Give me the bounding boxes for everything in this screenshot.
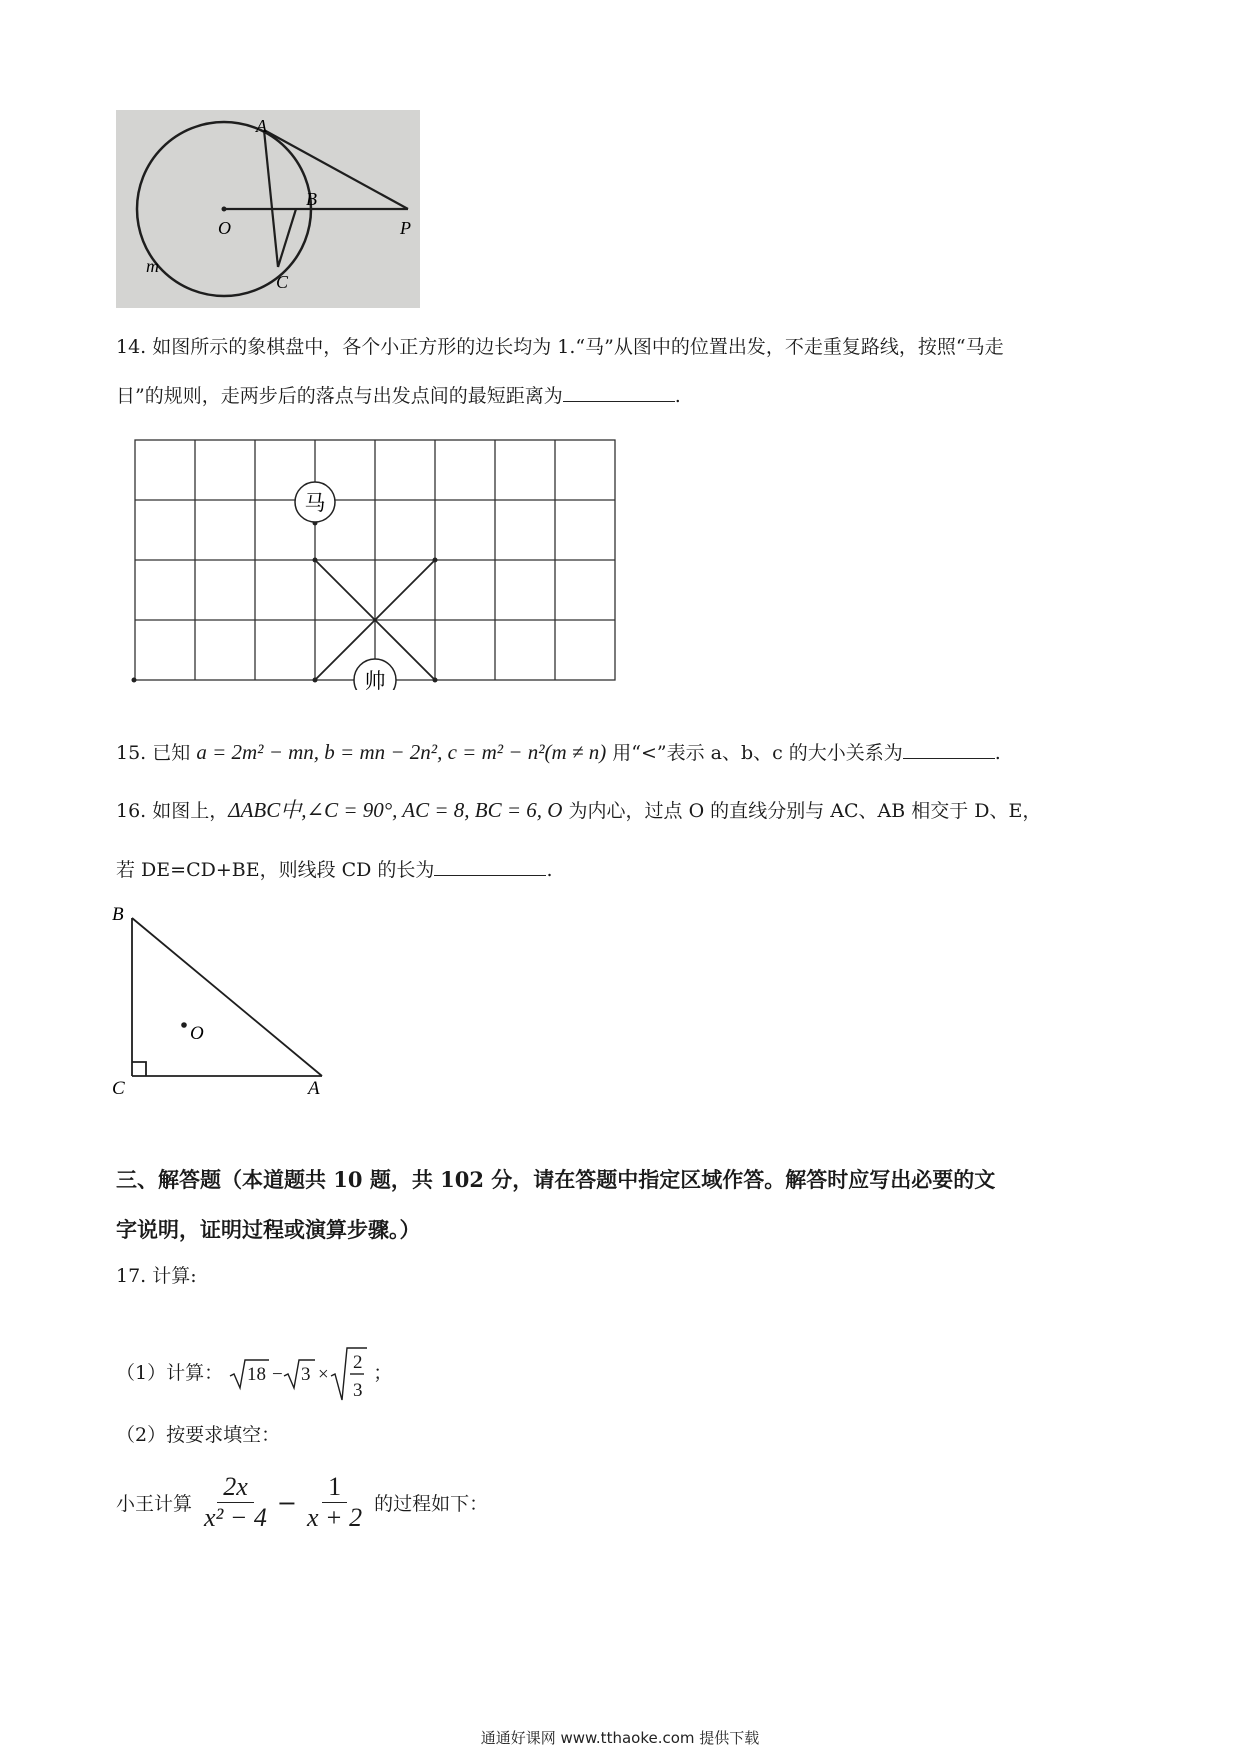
q15-prefix: 15. 已知 — [116, 742, 191, 764]
label-o: O — [218, 218, 231, 238]
side-ab — [132, 918, 322, 1076]
q17-part3-suffix: 的过程如下： — [374, 1493, 489, 1515]
section-3-line-2: 字说明，证明过程或演算步骤。） — [116, 1217, 421, 1242]
label-a: A — [308, 1078, 320, 1099]
q17-title-text: 17. 计算: — [116, 1265, 197, 1287]
q17-title — [116, 1262, 197, 1290]
minus-sign: − — [276, 1488, 298, 1517]
q14-end: . — [674, 385, 681, 407]
triangle-diagram — [108, 900, 338, 1100]
svg-text:3: 3 — [301, 1364, 311, 1385]
piece-ma — [295, 482, 335, 522]
chessboard-diagram — [125, 430, 625, 690]
section-3-heading — [116, 1155, 1126, 1255]
q15-end: . — [994, 742, 1001, 764]
q16-answer-blank[interactable] — [434, 857, 546, 876]
q15-line — [116, 738, 1001, 767]
fraction-2 — [303, 1472, 366, 1533]
grid-dots — [132, 521, 438, 691]
q15-suffix: 用“<”表示 a、b、c 的大小关系为 — [612, 742, 903, 764]
q17-part2-label: （2）按要求填空： — [116, 1424, 281, 1446]
point-o — [222, 207, 227, 212]
q16-end: . — [546, 859, 553, 881]
q17-part3 — [116, 1472, 488, 1533]
q16-suffix: 为内心，过点 O 的直线分别与 AC、AB 相交于 D、E， — [568, 800, 1042, 822]
svg-text:3: 3 — [353, 1380, 363, 1401]
piece-shuai-label: 帅 — [364, 669, 386, 690]
fraction-2-numerator: 1 — [322, 1472, 347, 1503]
q16-line-2 — [116, 856, 552, 884]
label-b: B — [112, 904, 124, 925]
q14-line-2 — [116, 382, 681, 410]
chord-bc — [278, 209, 296, 267]
q15-answer-blank[interactable] — [903, 740, 995, 759]
q17-part1 — [116, 1346, 392, 1402]
footer-text: 通通好课网 www.tthaoke.com 提供下载 — [480, 1729, 760, 1747]
fraction-1 — [200, 1472, 271, 1533]
chord-ac — [264, 130, 278, 267]
right-angle-mark — [132, 1062, 146, 1076]
svg-text:18: 18 — [247, 1364, 267, 1385]
svg-text:2: 2 — [353, 1352, 363, 1373]
label-m: m — [146, 256, 159, 276]
q14-answer-blank[interactable] — [563, 383, 675, 402]
svg-text:×: × — [318, 1364, 329, 1385]
fraction-1-numerator: 2x — [217, 1472, 254, 1503]
q15-math: a = 2m² − mn, b = mn − 2n², c = m² − n²(m ≠ n) — [196, 740, 607, 764]
q14-text-1: 14. 如图所示的象棋盘中，各个小正方形的边长均为 1.“马”从图中的位置出发，不走重复路线，按照“马走 — [116, 336, 1004, 358]
triangle-figure — [108, 900, 338, 1100]
label-a: A — [256, 116, 267, 136]
label-o: O — [190, 1023, 204, 1044]
label-c: C — [112, 1078, 125, 1099]
q13-circle-diagram — [116, 110, 420, 308]
q17-part2 — [116, 1421, 280, 1449]
q17-part3-prefix: 小王计算 — [116, 1493, 193, 1515]
piece-shuai — [354, 659, 396, 690]
q16-line-1 — [116, 796, 1041, 825]
q16-math: ΔABC中,∠C = 90°, AC = 8, BC = 6, O — [228, 798, 563, 822]
q16-prefix: 16. 如图上， — [116, 800, 229, 822]
q14-text-2: 日”的规则，走两步后的落点与出发点间的最短距离为 — [116, 385, 563, 407]
tangent-line-ap — [264, 130, 408, 209]
label-b: B — [306, 189, 317, 209]
q17-part1-formula — [229, 1346, 367, 1402]
label-c: C — [276, 272, 289, 292]
point-o — [181, 1022, 187, 1028]
chessboard-figure — [125, 430, 625, 690]
svg-text:−: − — [272, 1364, 283, 1385]
label-p: P — [400, 218, 411, 238]
q14-line-1 — [116, 333, 1004, 361]
section-3-line-1: 三、解答题（本道题共 10 题，共 102 分，请在答题中指定区域作答。解答时应写出必要的文 — [116, 1167, 996, 1192]
q17-part1-label: （1）计算： — [116, 1362, 224, 1384]
q13-figure — [116, 110, 420, 308]
grid-lines — [135, 440, 615, 680]
piece-ma-label: 马 — [304, 491, 326, 515]
fraction-1-denominator: x² − 4 — [204, 1503, 267, 1532]
q17-part1-end: ； — [373, 1362, 393, 1384]
q16-text-2: 若 DE=CD+BE，则线段 CD 的长为 — [116, 859, 435, 881]
page-footer — [0, 1727, 1240, 1748]
fraction-2-denominator: x + 2 — [307, 1503, 363, 1532]
